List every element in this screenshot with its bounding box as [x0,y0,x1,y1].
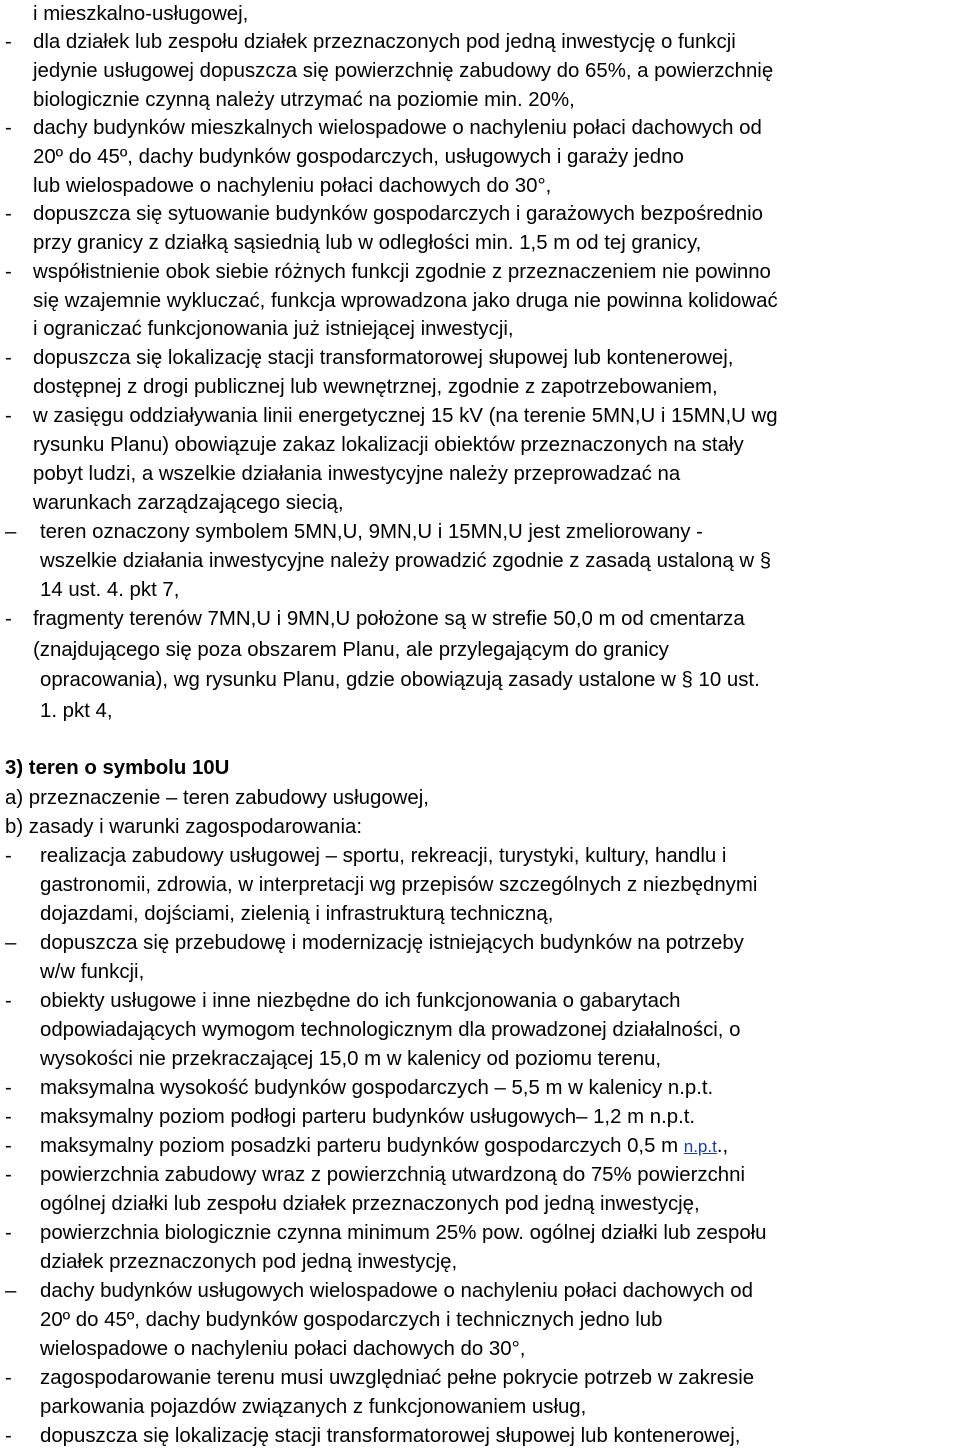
line-text [40,900,553,929]
line-text-content: lub wielospadowe o nachyleniu połaci dachowych do 30°, [33,175,552,197]
line-text [33,287,778,316]
text-line [0,287,960,316]
text-line [0,431,960,460]
list-bullet: – [5,521,17,543]
line-text-content: przy granicy z działką sąsiednią lub w odległości min. 1,5 m od tej granicy, [33,232,702,254]
line-text [40,1422,740,1451]
line-text-content: jedynie usługowej dopuszcza się powierzchnię zabudowy do 65%, a powierzchnię [33,60,774,82]
line-text [40,871,757,900]
list-bullet: - [5,203,12,225]
text-line [0,754,960,783]
line-text-content: warunkach zarządzającego siecią, [33,492,344,514]
line-text-content: parkowania pojazdów związanych z funkcjonowaniem usług, [40,1396,587,1418]
text-line [0,0,960,29]
line-text-content: realizacja zabudowy usługowej – sportu, rekreacji, turystyki, kultury, handlu i [40,845,727,867]
line-text [40,929,744,958]
text-line [0,143,960,172]
line-text-content: (znajdującego się poza obszarem Planu, ale przylegającym do granicy [33,639,669,661]
line-text-content: wielospadowe o nachyleniu połaci dachowych do 30°, [40,1338,526,1360]
text-line [0,460,960,489]
line-text-content: 1. pkt 4, [40,700,113,722]
line-text-content: pobyt ludzi, a wszelkie działania inwestycyjne należy przeprowadzać na [33,463,681,485]
line-text-content: się wzajemnie wykluczać, funkcja wprowadzona jako druga nie powinna kolidować [33,290,778,312]
list-bullet: - [5,117,12,139]
line-text [33,402,778,431]
line-text-content: powierzchnia biologicznie czynna minimum 25% pow. ogólnej działki lub zespołu [40,1222,767,1244]
line-text-content: wszelkie działania inwestycyjne należy prowadzić zgodnie z zasadą ustaloną w § [40,550,772,572]
line-text [33,373,718,402]
list-bullet: - [5,1367,12,1389]
text-line [0,1103,960,1132]
line-text [40,1161,745,1190]
line-text-content: maksymalny poziom podłogi parteru budynków usługowych– 1,2 m n.p.t. [40,1106,696,1128]
line-text-content: 3) teren o symbolu 10U [5,757,230,779]
line-text [33,143,684,172]
line-text [33,489,344,518]
text-line [0,1248,960,1277]
text-line [0,1074,960,1103]
npt-link[interactable]: n.p.t [683,1137,717,1156]
line-text [40,1335,525,1364]
text-line [0,605,960,634]
line-text [33,229,701,258]
line-text-content: dojazdami, dojściami, zielenią i infrastrukturą techniczną, [40,903,554,925]
line-text-content: wysokości nie przekraczającej 15,0 m w kalenicy od poziomu terenu, [40,1048,662,1070]
line-text [40,1364,754,1393]
text-line [0,1016,960,1045]
list-bullet: - [5,1106,12,1128]
list-bullet: - [5,608,12,630]
line-text-suffix: ., [716,1135,729,1157]
list-bullet: - [5,1135,12,1157]
text-line [0,489,960,518]
text-line [0,86,960,115]
line-text-content: opracowania), wg rysunku Planu, gdzie obowiązują zasady ustalone w § 10 ust. [40,669,760,691]
line-text-content: b) zasady i warunki zagospodarowania: [5,816,363,838]
line-text-content: dostępnej z drogi publicznej lub wewnętrznej, zgodnie z zapotrzebowaniem, [33,376,718,398]
line-text [33,431,744,460]
text-line [0,1045,960,1074]
line-text-content: maksymalny poziom posadzki parteru budynków gospodarczych 0,5 m [40,1135,684,1157]
line-text [40,842,726,871]
list-bullet: - [5,845,12,867]
line-text-content: powierzchnia zabudowy wraz z powierzchnią utwardzoną do 75% powierzchni [40,1164,745,1186]
section-heading [5,754,229,783]
list-bullet: - [5,261,12,283]
text-line [0,1422,960,1451]
line-text [40,547,771,576]
text-line [0,114,960,143]
line-text-content: ogólnej działki lub zespołu działek przeznaczonych pod jedną inwestycję, [40,1193,700,1215]
line-text-content: współistnienie obok siebie różnych funkcji zgodnie z przeznaczeniem nie powinno [33,261,771,283]
text-line [0,1364,960,1393]
line-text [40,1248,457,1277]
text-line [0,636,960,665]
text-line [0,373,960,402]
line-text [33,636,669,665]
text-line [0,1393,960,1422]
line-text [40,666,760,695]
line-text-content: teren oznaczony symbolem 5MN,U, 9MN,U i 15MN,U jest zmeliorowany - [40,521,703,543]
line-text [33,114,762,143]
line-text-content: obiekty usługowe i inne niezbędne do ich funkcjonowania o gabarytach [40,990,681,1012]
line-text [33,200,763,229]
line-text-content: odpowiadających wymogom technologicznym dla prowadzonej działalności, o [40,1019,741,1041]
text-line [0,1335,960,1364]
list-bullet: - [5,1425,12,1447]
text-line [0,547,960,576]
line-text-content: dopuszcza się lokalizację stacji transformatorowej słupowej lub kontenerowej, [40,1425,741,1447]
text-line [0,813,960,842]
line-text [40,1132,728,1161]
list-bullet: - [5,31,12,53]
text-line [0,28,960,57]
text-line [0,1190,960,1219]
line-text [33,344,733,373]
line-text [33,315,514,344]
line-text [40,1393,586,1422]
line-text [33,460,680,489]
line-text [33,258,771,287]
line-text-content: dla działek lub zespołu działek przeznaczonych pod jedną inwestycję o funkcji [33,31,736,53]
line-text [40,1016,740,1045]
line-text [33,172,551,201]
line-text-content: i ograniczać funkcjonowania już istniejącej inwestycji, [33,318,514,340]
line-text-content: maksymalna wysokość budynków gospodarczych – 5,5 m w kalenicy n.p.t. [40,1077,714,1099]
line-text [40,518,703,547]
text-line [0,57,960,86]
text-line [0,1219,960,1248]
line-text-content: rysunku Planu) obowiązuje zakaz lokalizacji obiektów przeznaczonych na stały [33,434,744,456]
line-text-content: dachy budynków mieszkalnych wielospadowe o nachyleniu połaci dachowych od [33,117,762,139]
line-text [40,697,113,726]
line-text-content: 20º do 45º, dachy budynków gospodarczych i technicznych jedno lub [40,1309,663,1331]
line-text [33,605,745,634]
line-text [33,86,575,115]
text-line [0,229,960,258]
text-line [0,871,960,900]
list-bullet: - [5,347,12,369]
line-text [5,784,429,813]
text-line [0,900,960,929]
line-text [40,1045,661,1074]
line-text [33,0,248,29]
text-line [0,987,960,1016]
text-line [0,518,960,547]
line-text-content: zagospodarowanie terenu musi uwzględniać pełne pokrycie potrzeb w zakresie [40,1367,755,1389]
text-line [0,1161,960,1190]
line-text [40,576,179,605]
list-bullet: - [5,1222,12,1244]
line-text-content: a) przeznaczenie – teren zabudowy usługowej, [5,787,429,809]
list-bullet: - [5,1164,12,1186]
line-text [40,1103,695,1132]
text-line [0,958,960,987]
text-line [0,1132,960,1161]
line-text-content: 20º do 45º, dachy budynków gospodarczych, usługowych i garaży jedno [33,146,684,168]
text-line [0,666,960,695]
line-text [40,1306,662,1335]
text-line [0,929,960,958]
line-text-content: fragmenty terenów 7MN,U i 9MN,U położone są w strefie 50,0 m od cmentarza [33,608,745,630]
line-text-content: działek przeznaczonych pod jedną inwestycję, [40,1251,458,1273]
line-text-content: w/w funkcji, [40,961,145,983]
list-bullet: – [5,1280,17,1302]
line-text [33,57,773,86]
line-text [5,813,362,842]
line-text [40,987,680,1016]
text-line [0,1306,960,1335]
line-text-content: dopuszcza się sytuowanie budynków gospodarczych i garażowych bezpośrednio [33,203,763,225]
text-line [0,402,960,431]
line-text [40,1277,753,1306]
line-text-content: dachy budynków usługowych wielospadowe o nachyleniu połaci dachowych od [40,1280,753,1302]
line-text [40,1190,700,1219]
line-text [40,1219,767,1248]
line-text-content: gastronomii, zdrowia, w interpretacji wg przepisów szczególnych z niezbędnymi [40,874,758,896]
line-text [40,1074,713,1103]
list-bullet: - [5,990,12,1012]
line-text-content: 14 ust. 4. pkt 7, [40,579,180,601]
text-line [0,1277,960,1306]
text-line [0,576,960,605]
line-text-content: biologicznie czynną należy utrzymać na poziomie min. 20%, [33,89,575,111]
text-line [0,842,960,871]
text-line [0,172,960,201]
list-bullet: – [5,932,17,954]
list-bullet: - [5,405,12,427]
line-text-content: i mieszkalno-usługowej, [33,3,249,25]
line-text-content: w zasięgu oddziaływania linii energetycznej 15 kV (na terenie 5MN,U i 15MN,U wg [33,405,778,427]
line-text [33,28,736,57]
line-text [40,958,144,987]
line-text-content: dopuszcza się lokalizację stacji transformatorowej słupowej lub kontenerowej, [33,347,734,369]
text-line [0,200,960,229]
text-line [0,697,960,726]
text-line [0,315,960,344]
list-bullet: - [5,1077,12,1099]
line-text-content: dopuszcza się przebudowę i modernizację istniejących budynków na potrzeby [40,932,744,954]
text-line [0,258,960,287]
text-line [0,784,960,813]
text-line [0,344,960,373]
